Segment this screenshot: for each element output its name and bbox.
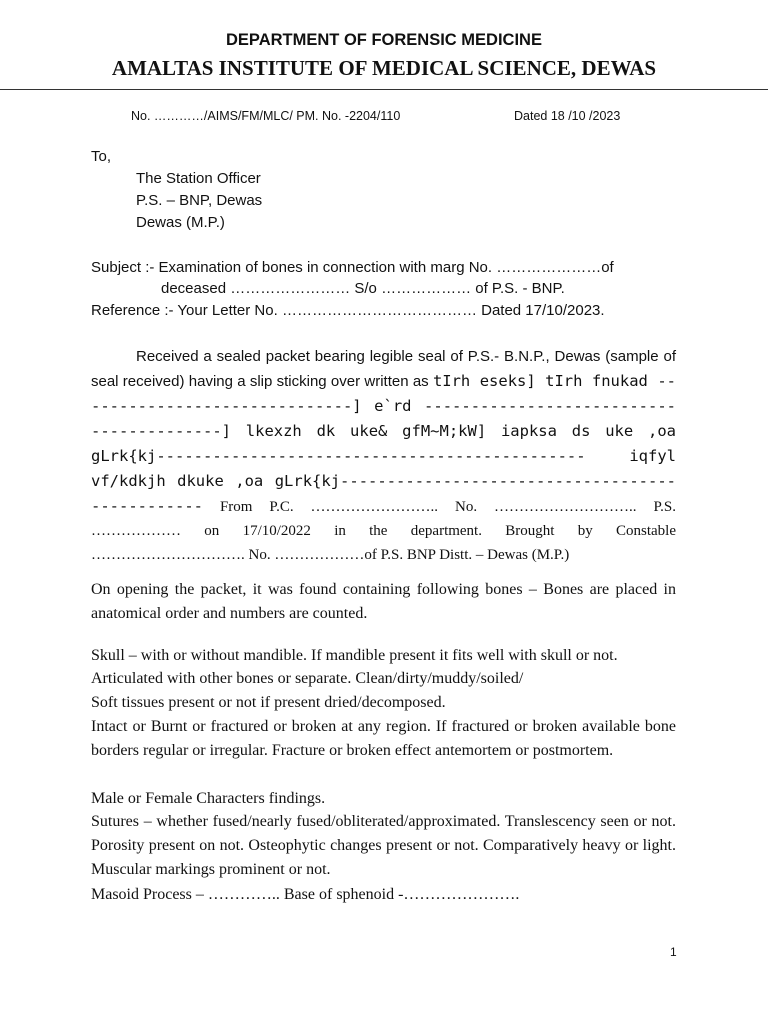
skull-findings-line-1: Skull – with or without mandible. If mandible present it fits well with skull or not. xyxy=(91,647,618,664)
hindi-legacy-font-text: tIrh eseks] tIrh fnukad ------------------------------] e`rd -----------------------------------------] lkexzh dk uke& gfM~M;kW] iapksa ds uke ,oa gLrk{kj---------------------------------------------- iqfyl vf/kdkjh dkuke ,oa gLrk{kj------------------------------------------------ xyxy=(91,372,676,515)
receipt-text-details: From P.C. …………………….. No. ……………………….. P.S. ……………… on 17/10/2022 in the department. Brought by Constable …………………………. No. ………………of P.S. BNP Distt. – Dewas (M.P.) xyxy=(91,499,676,563)
receipt-paragraph xyxy=(91,345,676,567)
receipt-text-intro: Received a sealed packet bearing legible seal of P.S.- B.N.P., Dewas (sample of seal received) having a slip sticking over written as xyxy=(91,348,676,390)
opening-packet-paragraph: On opening the packet, it was found containing following bones – Bones are placed in anatomical order and numbers are counted. xyxy=(91,581,676,622)
skull-findings-line-7: Masoid Process – ………….. Base of sphenoid -…………………. xyxy=(91,886,520,903)
salutation-to: To, xyxy=(91,148,112,165)
page-number: 1 xyxy=(670,945,677,959)
letter-date: Dated 18 /10 /2023 xyxy=(514,109,621,123)
skull-findings-line-6: Sutures – whether fused/nearly fused/obliterated/approximated. Translescency seen or not. Porosity present on not. Osteophytic changes present or not. Comparatively heavy or light. Muscular markings prominent or not. xyxy=(91,813,676,878)
address-line-2: P.S. – BNP, Dewas xyxy=(136,192,263,209)
address-line-3: Dewas (M.P.) xyxy=(136,214,225,231)
header-divider xyxy=(0,89,768,90)
subject-line: Subject :- Examination of bones in connection with marg No. …………………of xyxy=(91,259,614,276)
institute-heading: AMALTAS INSTITUTE OF MEDICAL SCIENCE, DEWAS xyxy=(111,56,657,80)
subject-line-2: deceased …………………… S/o ……………… of P.S. - BNP. xyxy=(161,280,565,297)
skull-findings-line-4: Intact or Burnt or fractured or broken at any region. If fractured or broken available bone borders regular or irregular. Fracture or broken effect antemortem or postmortem. xyxy=(91,718,676,759)
reference-number: No. …………/AIMS/FM/MLC/ PM. No. -2204/110 xyxy=(131,109,401,123)
skull-findings-line-3: Soft tissues present or not if present dried/decomposed. xyxy=(91,694,446,711)
skull-findings-line-2: Articulated with other bones or separate. Clean/dirty/muddy/soiled/ xyxy=(91,670,524,687)
department-heading: DEPARTMENT OF FORENSIC MEDICINE xyxy=(226,31,542,49)
skull-findings-line-5: Male or Female Characters findings. xyxy=(91,790,326,807)
address-line-1: The Station Officer xyxy=(136,170,261,187)
reference-letter-line: Reference :- Your Letter No. ………………………………… Dated 17/10/2023. xyxy=(91,302,605,319)
